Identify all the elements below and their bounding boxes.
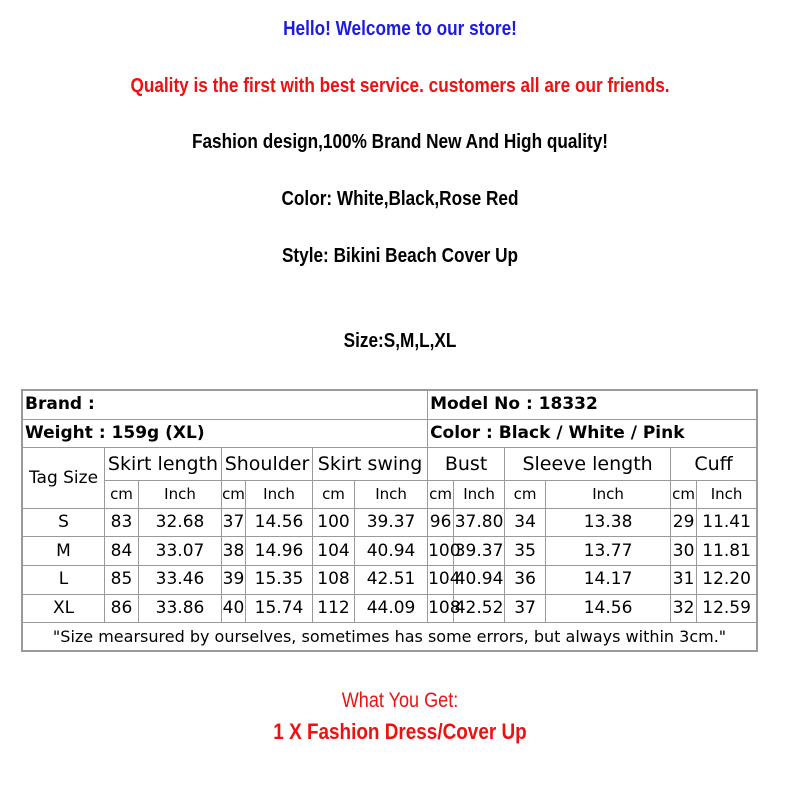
table-cell: 104 (313, 537, 355, 566)
unit-cell: cm (428, 481, 454, 509)
tag-size-header: Tag Size (23, 448, 105, 508)
table-cell: 15.35 (246, 566, 313, 595)
unit-cell: Inch (139, 481, 222, 509)
table-cell: 29 (671, 508, 697, 537)
note-row (23, 623, 757, 651)
table-cell: 40 (222, 594, 246, 623)
size-text: Size:S,M,L,XL (343, 330, 457, 352)
weight-label: Weight : 159g (XL) (23, 419, 428, 448)
table-cell: 39.37 (355, 508, 428, 537)
measure-header-row (23, 448, 757, 481)
style-text: Style: Bikini Beach Cover Up (281, 245, 519, 267)
bust-header: Bust (428, 448, 505, 481)
table-cell: 38 (222, 537, 246, 566)
table-cell: 37.80 (454, 508, 505, 537)
table-cell: 83 (105, 508, 139, 537)
unit-cell: Inch (546, 481, 671, 509)
unit-header-row (23, 481, 757, 509)
table-cell: 40.94 (454, 566, 505, 595)
table-cell: 42.51 (355, 566, 428, 595)
table-cell: 35 (505, 537, 546, 566)
table-cell: 37 (505, 594, 546, 623)
unit-cell: Inch (246, 481, 313, 509)
brand-label: Brand : (23, 391, 428, 420)
skirt-swing-header: Skirt swing (313, 448, 428, 481)
table-cell: 44.09 (355, 594, 428, 623)
table-cell: 13.77 (546, 537, 671, 566)
table-row (23, 566, 757, 595)
brand-row (23, 391, 757, 420)
unit-cell: Inch (454, 481, 505, 509)
measurement-note: "Size mearsured by ourselves, sometimes has some errors, but always within 3cm." (23, 623, 757, 651)
colors-label: Color : Black / White / Pink (428, 419, 757, 448)
unit-cell: cm (671, 481, 697, 509)
size-s-cell: S (23, 508, 105, 537)
table-cell: 12.20 (697, 566, 757, 595)
table-cell: 15.74 (246, 594, 313, 623)
shoulder-header: Shoulder (222, 448, 313, 481)
unit-cell: Inch (697, 481, 757, 509)
table-cell: 112 (313, 594, 355, 623)
table-cell: 32 (671, 594, 697, 623)
table-cell: 32.68 (139, 508, 222, 537)
table-cell: 33.46 (139, 566, 222, 595)
table-cell: 13.38 (546, 508, 671, 537)
table-cell: 100 (313, 508, 355, 537)
table-cell: 12.59 (697, 594, 757, 623)
model-number: Model No : 18332 (428, 391, 757, 420)
table-cell: 33.07 (139, 537, 222, 566)
unit-cell: cm (222, 481, 246, 509)
weight-row (23, 419, 757, 448)
table-cell: 36 (505, 566, 546, 595)
welcome-text: Hello! Welcome to our store! (283, 18, 517, 40)
table-cell: 37 (222, 508, 246, 537)
table-cell: 108 (313, 566, 355, 595)
table-cell: 84 (105, 537, 139, 566)
table-cell: 14.96 (246, 537, 313, 566)
table-cell: 11.81 (697, 537, 757, 566)
unit-cell: Inch (355, 481, 428, 509)
unit-cell: cm (505, 481, 546, 509)
size-m-cell: M (23, 537, 105, 566)
table-cell: 39.37 (454, 537, 505, 566)
table-cell: 33.86 (139, 594, 222, 623)
size-chart-table (22, 390, 757, 651)
color-text: Color: White,Black,Rose Red (281, 188, 519, 210)
cuff-header: Cuff (671, 448, 757, 481)
table-cell: 39 (222, 566, 246, 595)
table-cell: 34 (505, 508, 546, 537)
size-xl-cell: XL (23, 594, 105, 623)
quality-text: Quality is the first with best service. customers all are our friends. (130, 75, 670, 97)
design-text: Fashion design,100% Brand New And High quality! (191, 131, 609, 153)
table-cell: 14.17 (546, 566, 671, 595)
what-you-get-label: What You Get: (341, 689, 459, 712)
size-l-cell: L (23, 566, 105, 595)
table-cell: 108 (428, 594, 454, 623)
table-cell: 40.94 (355, 537, 428, 566)
table-cell: 100 (428, 537, 454, 566)
table-row (23, 594, 757, 623)
table-cell: 14.56 (246, 508, 313, 537)
table-cell: 96 (428, 508, 454, 537)
package-item: 1 X Fashion Dress/Cover Up (273, 719, 527, 744)
table-cell: 86 (105, 594, 139, 623)
table-cell: 11.41 (697, 508, 757, 537)
unit-cell: cm (313, 481, 355, 509)
table-cell: 104 (428, 566, 454, 595)
table-row (23, 508, 757, 537)
table-cell: 30 (671, 537, 697, 566)
table-row (23, 537, 757, 566)
skirt-length-header: Skirt length (105, 448, 222, 481)
sleeve-length-header: Sleeve length (505, 448, 671, 481)
table-cell: 42.52 (454, 594, 505, 623)
table-cell: 14.56 (546, 594, 671, 623)
unit-cell: cm (105, 481, 139, 509)
table-cell: 31 (671, 566, 697, 595)
table-cell: 85 (105, 566, 139, 595)
